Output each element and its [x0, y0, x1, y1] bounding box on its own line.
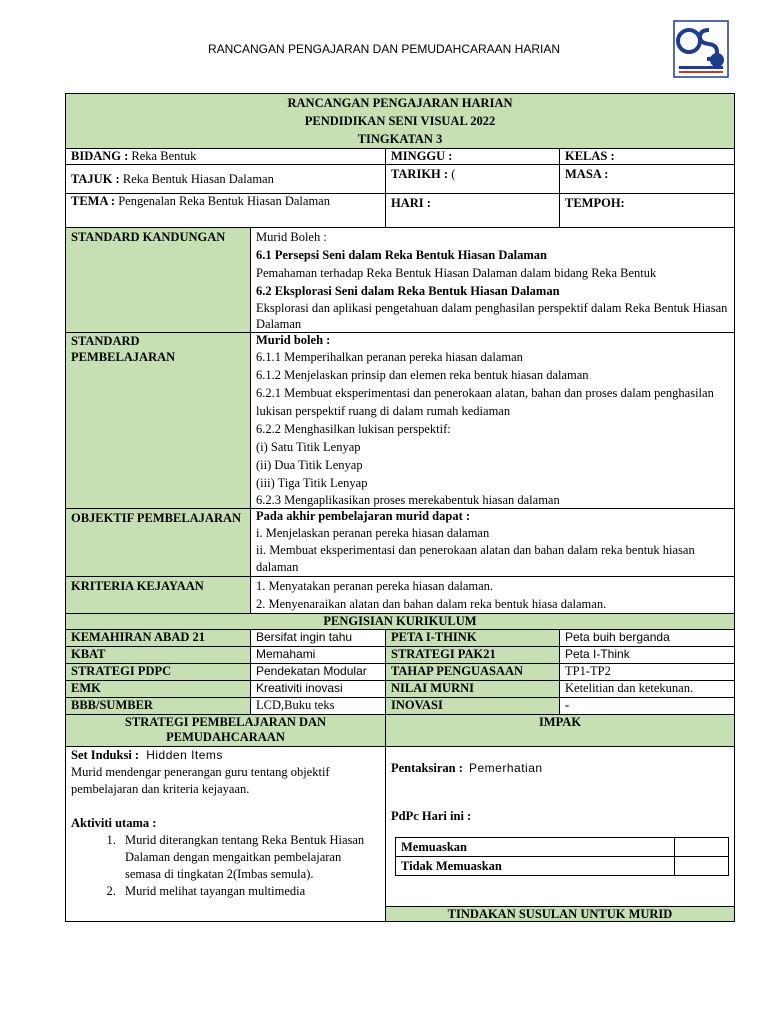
sp-item: (ii) Dua Titik Lenyap — [256, 458, 363, 472]
tajuk-cell — [66, 165, 386, 194]
emk-label: EMK — [66, 681, 251, 698]
tarikh-value: ( — [451, 167, 456, 181]
pentaksiran-label: Pentaksiran : — [391, 761, 463, 775]
nilai-murni-label: NILAI MURNI — [386, 681, 560, 698]
objektif-item: ii. Membuat eksperimentasi dan penerokaan alatan dan bahan dalam reka bentuk hiasan dalaman — [256, 543, 695, 574]
bidang-cell — [66, 149, 386, 165]
strategi-pak21-value: Peta I-Think — [560, 647, 735, 664]
tahap-penguasaan-value: TP1-TP2 — [560, 664, 735, 681]
bbb-sumber-value: LCD,Buku teks — [251, 698, 386, 715]
sk-intro: Murid Boleh : — [256, 230, 327, 244]
school-logo-icon — [673, 20, 729, 78]
sk-heading-1: 6.1 Persepsi Seni dalam Reka Bentuk Hiasan Dalaman — [256, 248, 548, 262]
pdpc-result-table — [395, 837, 729, 876]
sp-item: (i) Satu Titik Lenyap — [256, 440, 361, 454]
document-header: RANCANGAN PENGAJARAN DAN PEMUDAHCARAAN HARIAN — [207, 42, 561, 56]
objektif-intro: Pada akhir pembelajaran murid dapat : — [256, 509, 471, 523]
standard-kandungan-label: STANDARD KANDUNGAN — [66, 228, 251, 333]
kriteria-content — [251, 577, 735, 614]
sk-heading-2: 6.2 Eksplorasi Seni dalam Reka Bentuk Hiasan Dalaman — [256, 284, 560, 298]
kelas-label: KELAS : — [560, 149, 735, 165]
sp-item: 6.1.2 Menjelaskan prinsip dan elemen reka bentuk hiasan dalaman — [256, 368, 589, 382]
objektif-content — [251, 509, 735, 577]
sk-paragraph-2: Eksplorasi dan aplikasi pengetahuan dalam penghasilan perspektif dalam Reka Bentuk Hiasan Dalaman — [256, 301, 728, 331]
tema-label: TEMA : — [71, 194, 116, 208]
strategi-pdpc-value: Pendekatan Modular — [251, 664, 386, 681]
sp-item: 6.2.3 Mengaplikasikan proses merekabentuk hiasan dalaman — [256, 493, 560, 507]
peta-ithink-label: PETA I-THINK — [386, 630, 560, 647]
kemahiran-label: KEMAHIRAN ABAD 21 — [66, 630, 251, 647]
masa-label: MASA : — [560, 165, 735, 194]
aktiviti-label: Aktiviti utama : — [71, 816, 157, 830]
set-induksi-label: Set Induksi : — [71, 748, 140, 762]
kriteria-item: 1. Menyatakan peranan pereka hiasan dalaman. — [256, 579, 494, 593]
impak-content — [386, 747, 735, 907]
standard-kandungan-content — [251, 228, 735, 333]
strategi-content — [66, 747, 386, 922]
kriteria-label: KRITERIA KEJAYAAN — [66, 577, 251, 614]
tindakan-title: TINDAKAN SUSULAN UNTUK MURID — [386, 907, 735, 922]
bidang-value: Reka Bentuk — [131, 149, 197, 163]
emk-value: Kreativiti inovasi — [251, 681, 386, 698]
spacer — [391, 825, 729, 837]
tema-cell — [66, 194, 386, 228]
memuaskan-option: Memuaskan — [396, 838, 675, 857]
sp-item: (iii) Tiga Titik Lenyap — [256, 476, 368, 490]
spacer — [71, 798, 380, 815]
tarikh-label: TARIKH : — [391, 167, 449, 181]
standard-pembelajaran-content — [251, 333, 735, 509]
kbat-label: KBAT — [66, 647, 251, 664]
tidak-memuaskan-checkbox[interactable] — [675, 857, 729, 876]
pengisian-title: PENGISIAN KURIKULUM — [66, 614, 735, 630]
plan-title-line: PENDIDIKAN SENI VISUAL 2022 — [304, 114, 496, 128]
memuaskan-checkbox[interactable] — [675, 838, 729, 857]
spacer — [391, 777, 729, 807]
minggu-label: MINGGU : — [386, 149, 560, 165]
strategi-pak21-label: STRATEGI PAK21 — [386, 647, 560, 664]
tarikh-cell — [386, 165, 560, 194]
set-induksi-text: Murid mendengar penerangan guru tentang objektif pembelajaran dan kriteria kejayaan. — [71, 765, 330, 796]
set-induksi-line — [71, 747, 380, 764]
set-induksi-tag: Hidden Items — [146, 748, 223, 762]
sp-item: 6.2.2 Menghasilkan lukisan perspektif: — [256, 422, 451, 436]
strategi-title: STRATEGI PEMBELAJARAN DAN PEMUDAHCARAAN — [66, 715, 386, 747]
sp-item: 6.1.1 Memperihalkan peranan pereka hiasan dalaman — [256, 350, 523, 364]
objektif-item: i. Menjelaskan peranan pereka hiasan dalaman — [256, 526, 490, 540]
objektif-label: OBJEKTIF PEMBELAJARAN — [66, 509, 251, 577]
pentaksiran-value: Pemerhatian — [469, 761, 543, 775]
lesson-plan-table — [65, 93, 735, 922]
inovasi-label: INOVASI — [386, 698, 560, 715]
kriteria-item: 2. Menyenaraikan alatan dan bahan dalam reka bentuk hiasa dalaman. — [256, 597, 607, 611]
tajuk-label: TAJUK : — [71, 172, 120, 186]
inovasi-value: - — [560, 698, 735, 715]
tidak-memuaskan-option: Tidak Memuaskan — [396, 857, 675, 876]
pentaksiran-line — [391, 759, 729, 777]
plan-title-line: RANCANGAN PENGAJARAN HARIAN — [287, 96, 513, 110]
aktiviti-item: 1. Murid diterangkan tentang Reka Bentuk Hiasan Dalaman dengan mengaitkan pembelajaran semasa di tingkatan 2(Imbas semula). — [119, 832, 380, 883]
peta-ithink-value: Peta buih berganda — [560, 630, 735, 647]
bidang-label: BIDANG : — [71, 149, 129, 163]
sp-intro: Murid boleh : — [256, 333, 331, 347]
aktiviti-item: 2. Murid melihat tayangan multimedia — [119, 883, 380, 900]
strategi-pdpc-label: STRATEGI PDPC — [66, 664, 251, 681]
standard-pembelajaran-label: STANDARD PEMBELAJARAN — [66, 333, 251, 509]
sp-item: 6.2.1 Membuat eksperimentasi dan penerokaan alatan, bahan dan proses dalam penghasilan lukisan perspektif ruang di dalam rumah kediaman — [256, 386, 714, 418]
kemahiran-value: Bersifat ingin tahu — [251, 630, 386, 647]
nilai-murni-value: Ketelitian dan ketekunan. — [560, 681, 735, 698]
tempoh-label: TEMPOH: — [560, 194, 735, 228]
plan-title — [66, 94, 735, 149]
pdpc-label: PdPc Hari ini : — [391, 809, 472, 823]
impak-title: IMPAK — [386, 715, 735, 747]
tahap-penguasaan-label: TAHAP PENGUASAAN — [386, 664, 560, 681]
hari-label: HARI : — [386, 194, 560, 228]
kbat-value: Memahami — [251, 647, 386, 664]
aktiviti-list — [71, 832, 380, 900]
sk-paragraph-1: Pemahaman terhadap Reka Bentuk Hiasan Dalaman dalam bidang Reka Bentuk — [256, 266, 657, 280]
bbb-sumber-label: BBB/SUMBER — [66, 698, 251, 715]
tema-value: Pengenalan Reka Bentuk Hiasan Dalaman — [118, 194, 330, 208]
tajuk-value: Reka Bentuk Hiasan Dalaman — [122, 172, 274, 186]
plan-title-line: TINGKATAN 3 — [357, 132, 443, 146]
